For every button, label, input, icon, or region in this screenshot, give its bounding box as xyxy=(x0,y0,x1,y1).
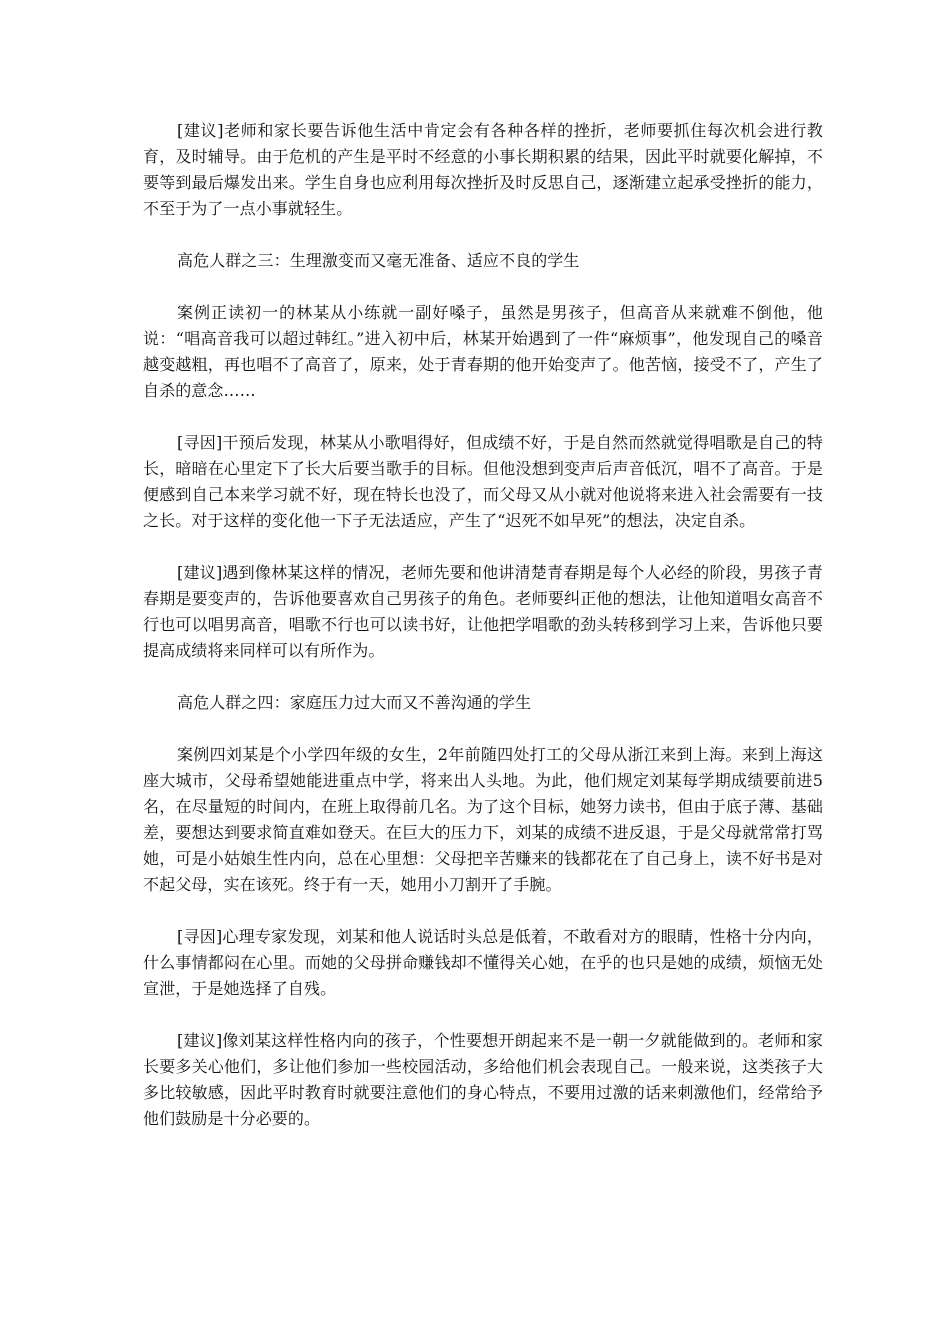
paragraph-suggestion-3: [建议]老师和家长要告诉他生活中肯定会有各种各样的挫折，老师要抓住每次机会进行教育，及时辅导。由于危机的产生是平时不经意的小事长期积累的结果，因此平时就要化解掉，不要等到最后爆发出来。学生自身也应利用每次挫折及时反思自己，逐渐建立起承受挫折的能力，不至于为了一点小事就轻生。 xyxy=(143,121,823,218)
paragraph-case-4: 案例四刘某是个小学四年级的女生，2年前随四处打工的父母从浙江来到上海。来到上海这座大城市，父母希望她能进重点中学，将来出人头地。为此，他们规定刘某每学期成绩要前进5名，在尽量短的时间内，在班上取得前几名。为了这个目标，她努力读书，但由于底子薄、基础差，要想达到要求简直难如登天。在巨大的压力下，刘某的成绩不进反退，于是父母就常常打骂她，可是小姑娘生性内向，总在心里想：父母把辛苦赚来的钱都花在了自己身上，读不好书是对不起父母，实在该死。终于有一天，她用小刀割开了手腕。 xyxy=(143,745,823,894)
paragraph-cause-4: [寻因]心理专家发现，刘某和他人说话时头总是低着，不敢看对方的眼睛，性格十分内向，什么事情都闷在心里。而她的父母拼命赚钱却不懂得关心她，在乎的也只是她的成绩，烦恼无处宣泄，于是她选择了自残。 xyxy=(143,927,823,998)
document-body xyxy=(143,118,823,1158)
paragraph-case-3: 案例正读初一的林某从小练就一副好嗓子，虽然是男孩子，但高音从来就难不倒他，他说：“唱高音我可以超过韩红。”进入初中后，林某开始遇到了一件“麻烦事”，他发现自己的嗓音越变越粗，再也唱不了高音了，原来，处于青春期的他开始变声了。他苦恼，接受不了，产生了自杀的意念…… xyxy=(143,303,823,400)
section-heading-group-4: 高危人群之四：家庭压力过大而又不善沟通的学生 xyxy=(177,693,532,712)
paragraph-suggestion-4: [建议]像刘某这样性格内向的孩子，个性要想开朗起来不是一朝一夕就能做到的。老师和家长要多关心他们，多让他们参加一些校园活动，多给他们机会表现自己。一般来说，这类孩子大多比较敏感，因此平时教育时就要注意他们的身心特点，不要用过激的话来刺激他们，经常给予他们鼓励是十分必要的。 xyxy=(143,1031,823,1128)
paragraph-suggestion-3b: [建议]遇到像林某这样的情况，老师先要和他讲清楚青春期是每个人必经的阶段，男孩子青春期是要变声的，告诉他要喜欢自己男孩子的角色。老师要纠正他的想法，让他知道唱女高音不行也可以唱男高音，唱歌不行也可以读书好，让他把学唱歌的劲头转移到学习上来，告诉他只要提高成绩将来同样可以有所作为。 xyxy=(143,563,823,660)
section-heading-group-3: 高危人群之三：生理激变而又毫无准备、适应不良的学生 xyxy=(177,251,580,270)
paragraph-cause-3: [寻因]干预后发现，林某从小歌唱得好，但成绩不好，于是自然而然就觉得唱歌是自己的特长，暗暗在心里定下了长大后要当歌手的目标。但他没想到变声后声音低沉，唱不了高音。于是便感到自己本来学习就不好，现在特长也没了，而父母又从小就对他说将来进入社会需要有一技之长。对于这样的变化他一下子无法适应，产生了“迟死不如早死”的想法，决定自杀。 xyxy=(143,433,823,530)
